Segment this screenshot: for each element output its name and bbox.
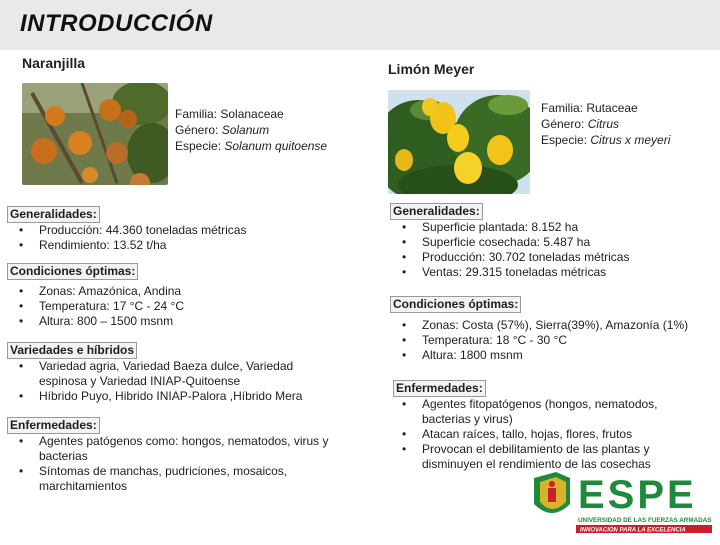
genero-line: Género: Solanum — [175, 123, 270, 137]
list-item: • Rendimiento: 13.52 t/ha — [7, 238, 357, 253]
familia-line: Familia: Solanaceae — [175, 107, 284, 121]
list-item: • Producción: 44.360 toneladas métricas — [7, 223, 357, 238]
list-item: • Superficie cosechada: 5.487 ha — [390, 235, 715, 250]
especie-line: Especie: Solanum quitoense — [175, 139, 328, 153]
list-item: • Superficie plantada: 8.152 ha — [390, 220, 715, 235]
list-item: • Variedad agria, Variedad Baeza dulce, Variedad espinosa y Variedad INIAP-Quitoense — [7, 359, 342, 389]
familia-line: Familia: Rutaceae — [541, 101, 638, 115]
list-item: • Atacan raíces, tallo, hojas, flores, frutos — [390, 427, 690, 442]
list-item: • Provocan el debilitamiento de las plantas y disminuyen el rendimiento de las cosechas — [390, 442, 690, 472]
espe-wordmark: ESPE — [578, 473, 697, 517]
naranjilla-photo — [22, 83, 168, 185]
limon-generalidades — [390, 203, 715, 280]
generalidades-header: Generalidades: — [7, 206, 100, 223]
espe-logo — [530, 466, 720, 540]
list-item: • Agentes fitopatógenos (hongos, nematodos, bacterias y virus) — [390, 397, 690, 427]
list-item: • Zonas: Costa (57%), Sierra(39%), Amazonía (1%) — [390, 318, 715, 333]
list-item: • Zonas: Amazónica, Andina — [7, 284, 357, 299]
variedades-header: Variedades e híbridos — [7, 342, 137, 359]
naranjilla-heading: Naranjilla — [22, 55, 86, 71]
page-title: INTRODUCCIÓN — [20, 10, 213, 37]
especie-line: Especie: Citrus x meyeri — [541, 133, 671, 147]
list-item: • Híbrido Puyo, Hibrido INIAP-Palora ,Híbrido Mera — [7, 389, 342, 404]
limon-condiciones — [390, 296, 715, 363]
naranjilla-variedades — [7, 342, 342, 404]
condiciones-header: Condiciones óptimas: — [390, 296, 521, 313]
generalidades-header: Generalidades: — [390, 203, 483, 220]
limon-photo — [388, 90, 530, 194]
list-item: • Temperatura: 17 °C - 24 °C — [7, 299, 357, 314]
list-item: • Agentes patógenos como: hongos, nematodos, virus y bacterias — [7, 434, 362, 464]
genero-line: Género: Citrus — [541, 117, 620, 131]
limon-taxonomy — [541, 100, 670, 148]
naranjilla-enfermedades — [7, 417, 362, 494]
espe-line2: INNOVACIÓN PARA LA EXCELENCIA — [580, 527, 686, 534]
limon-enfermedades — [390, 380, 690, 472]
list-item: • Ventas: 29.315 toneladas métricas — [390, 265, 715, 280]
enfermedades-header: Enfermedades: — [7, 417, 100, 434]
list-item: • Temperatura: 18 °C - 30 °C — [390, 333, 715, 348]
enfermedades-header: Enfermedades: — [393, 380, 486, 397]
naranjilla-taxonomy — [175, 106, 327, 154]
list-item: • Producción: 30.702 toneladas métricas — [390, 250, 715, 265]
limon-heading: Limón Meyer — [388, 61, 475, 77]
naranjilla-condiciones — [7, 263, 357, 329]
condiciones-header: Condiciones óptimas: — [7, 263, 138, 280]
list-item: • Altura: 800 – 1500 msnm — [7, 314, 357, 329]
espe-seal-icon — [534, 472, 570, 513]
naranjilla-generalidades — [7, 206, 357, 253]
list-item: • Síntomas de manchas, pudriciones, mosaicos, marchitamientos — [7, 464, 362, 494]
list-item: • Altura: 1800 msnm — [390, 348, 715, 363]
espe-line1: UNIVERSIDAD DE LAS FUERZAS ARMADAS — [578, 517, 712, 524]
